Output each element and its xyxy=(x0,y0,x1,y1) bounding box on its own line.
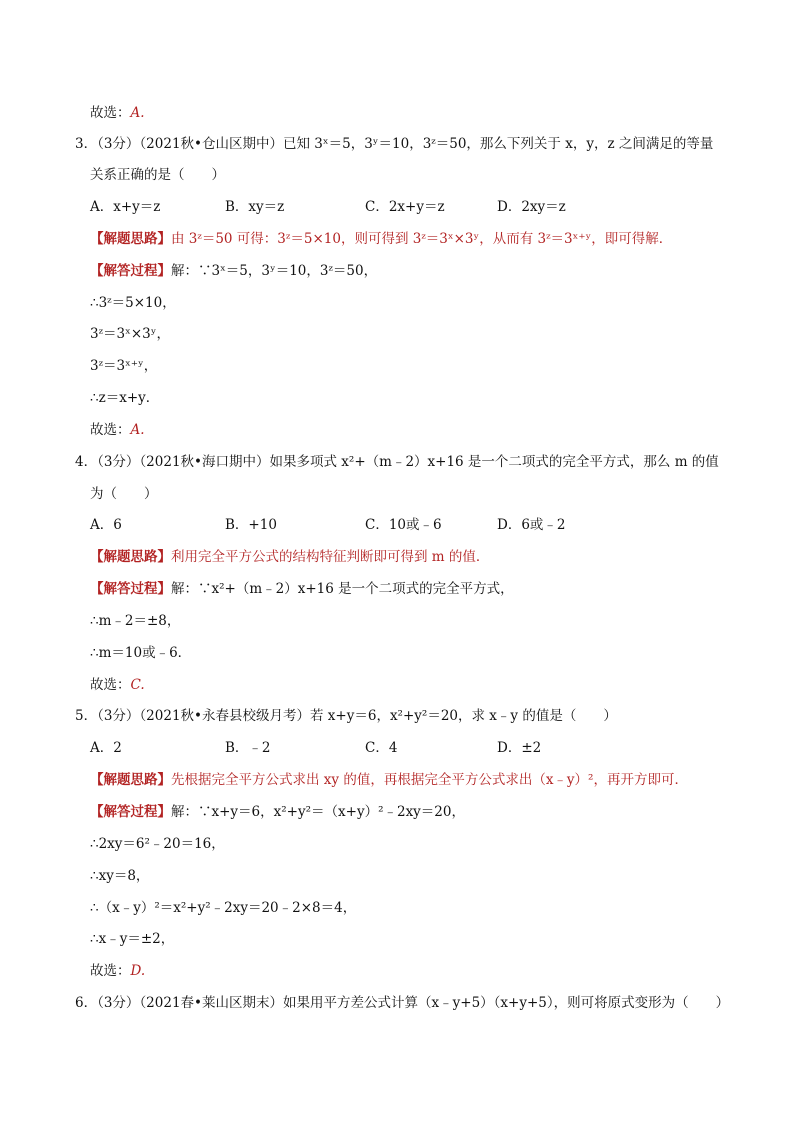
q3-option-d: D．2xy＝z xyxy=(497,199,566,215)
q4-option-b: B．+10 xyxy=(225,517,277,533)
q3-process-line1: 【解答过程】解：∵3ˣ＝5，3ʸ＝10，3ᶻ＝50， xyxy=(90,263,378,279)
q4-solution-idea: 【解题思路】利用完全平方公式的结构特征判断即可得到 m 的值． xyxy=(90,549,490,565)
q4-option-c: C．10或﹣6 xyxy=(365,517,442,533)
q5-option-b: B．﹣2 xyxy=(225,740,271,756)
q4-process-line1: 【解答过程】解：∵x²+（m﹣2）x+16 是一个二项式的完全平方式， xyxy=(90,581,514,597)
q5-process-line1: 【解答过程】解：∵x+y＝6，x²+y²＝（x+y）²﹣2xy＝20， xyxy=(90,804,465,820)
q5-option-c: C．4 xyxy=(365,740,398,756)
q5-stem-line1: 5．（3分）（2021秋•永春县校级月考）若 x+y＝6，x²+y²＝20，求 x﹣y 的值是（ ） xyxy=(75,708,617,724)
q5-solution-idea: 【解题思路】先根据完全平方公式求出 xy 的值，再根据完全平方公式求出（x﹣y）²，再开方即可． xyxy=(90,772,688,788)
q4-process-line2: ∴m﹣2＝±8， xyxy=(90,613,181,629)
q5-option-d: D．±2 xyxy=(497,740,542,756)
q3-answer-line: 故选：A. xyxy=(90,422,145,438)
q5-process-line4: ∴（x﹣y）²＝x²+y²﹣2xy＝20﹣2×8＝4， xyxy=(90,900,357,916)
q3-option-b: B．xy＝z xyxy=(225,199,285,215)
q3-process-line3: 3ᶻ＝3ˣ×3ʸ， xyxy=(90,326,170,342)
q5-process-line3: ∴xy＝8， xyxy=(90,868,150,884)
q3-process-line4: 3ᶻ＝3ˣ⁺ʸ， xyxy=(90,358,158,374)
q3-process-line5: ∴z＝x+y． xyxy=(90,390,160,406)
q5-answer-line: 故选：D. xyxy=(90,963,146,979)
q5-process-line5: ∴x﹣y＝±2， xyxy=(90,931,175,947)
q6-stem-line1: 6．（3分）（2021春•莱山区期末）如果用平方差公式计算（x﹣y+5）（x+y+5），则可将原式变形为（ ） xyxy=(75,995,730,1011)
q3-stem-line1: 3．（3分）（2021秋•仓山区期中）已知 3ˣ＝5，3ʸ＝10，3ᶻ＝50，那么下列关于 x，y，z 之间满足的等量 xyxy=(75,136,714,152)
q3-stem-line2: 关系正确的是（ ） xyxy=(90,167,225,183)
q4-option-a: A．6 xyxy=(90,517,122,533)
q5-process-line2: ∴2xy＝6²﹣20＝16， xyxy=(90,836,225,852)
q2-answer-line: 故选：A. xyxy=(90,105,145,121)
q4-stem-line2: 为（ ） xyxy=(90,486,158,502)
q3-process-line2: ∴3ᶻ＝5×10， xyxy=(90,295,176,311)
q5-option-a: A．2 xyxy=(90,740,122,756)
q4-process-line3: ∴m＝10或﹣6． xyxy=(90,645,192,661)
q3-option-c: C．2x+y＝z xyxy=(365,199,445,215)
q3-option-a: A．x+y＝z xyxy=(90,199,161,215)
q4-option-d: D．6或﹣2 xyxy=(497,517,566,533)
q4-stem-line1: 4．（3分）（2021秋•海口期中）如果多项式 x²+（m﹣2）x+16 是一个二项式的完全平方式，那么 m 的值 xyxy=(75,454,719,470)
q3-solution-idea: 【解题思路】由 3ᶻ＝50 可得：3ᶻ＝5×10，则可得到 3ᶻ＝3ˣ×3ʸ，从而有 3ᶻ＝3ˣ⁺ʸ，即可得解． xyxy=(90,231,673,247)
q4-answer-line: 故选：C. xyxy=(90,677,145,693)
